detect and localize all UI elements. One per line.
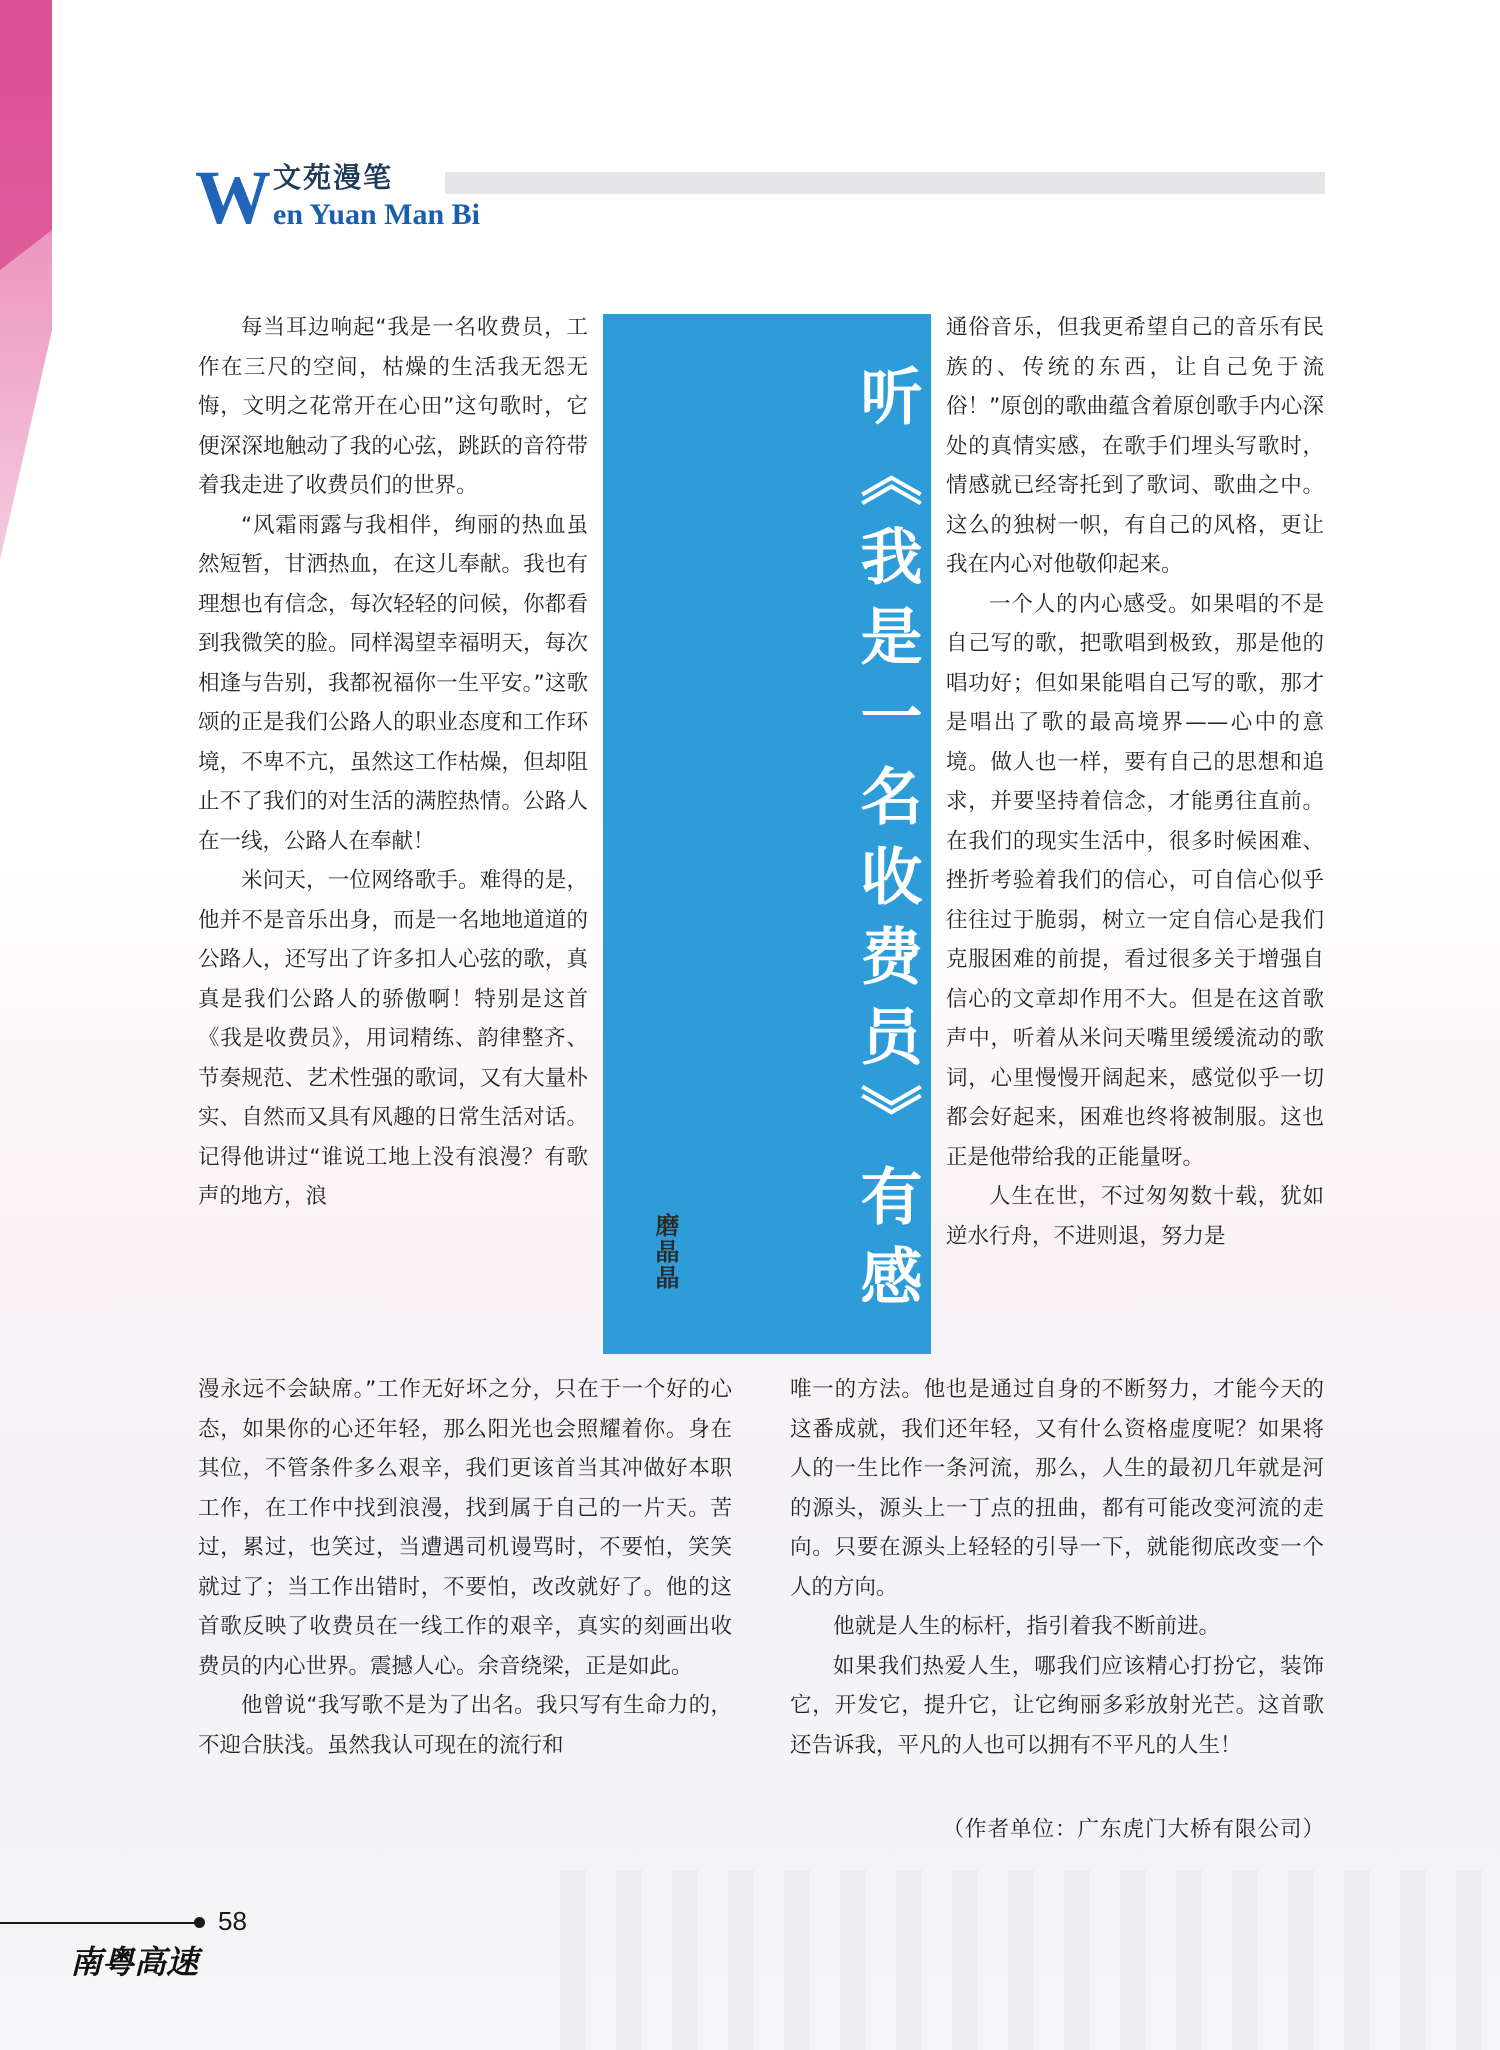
decorative-stripes (560, 1870, 1500, 2050)
title-box (603, 314, 931, 1354)
corner-decoration (0, 0, 70, 560)
paragraph: 一个人的内心感受。如果唱的不是自己写的歌，把歌唱到极致，那是他的唱功好；但如果能唱自己写的歌，那才是唱出了歌的最高境界——心中的意境。做人也一样，要有自己的思想和追求，并要坚持着信念，才能勇往直前。在我们的现实生活中，很多时候困难、挫折考验着我们的信心，可自信心似乎往往过于脆弱，树立一定自信心是我们克服困难的前提，看过很多关于增强自信心的文章却作用不大。但是在这首歌声中，听着从米问天嘴里缓缓流动的歌词，心里慢慢开阔起来，感觉似乎一切都会好起来，困难也终将被制服。这也正是他带给我的正能量呀。 (946, 591, 1324, 1170)
author-affiliation: （作者单位：广东虎门大桥有限公司） (942, 1817, 1325, 1842)
footer-rule (0, 1922, 200, 1924)
page-number: 58 (218, 1906, 247, 1936)
author-name: 磨晶晶 (651, 1213, 679, 1291)
footer-dot (194, 1917, 205, 1928)
magazine-logo: 南粤高速 (70, 1943, 199, 1981)
paragraph: 每当耳边响起“我是一名收费员，工作在三尺的空间，枯燥的生活我无怨无悔，文明之花常开在心田”这句歌时，它便深深地触动了我的心弦，跳跃的音符带着我走进了收费员们的世界。 (198, 315, 588, 498)
article-title-text: 听《我是一名收费员》有感 (850, 364, 923, 1324)
article-title (603, 354, 931, 1334)
paragraph: 他曾说“我写歌不是为了出名。我只写有生命力的，不迎合肤浅。虽然我认可现在的流行和 (198, 1693, 732, 1758)
paragraph: 通俗音乐，但我更希望自己的音乐有民族的、传统的东西，让自己免于流俗！”原创的歌曲蕴含着原创歌手内心深处的真情实感，在歌手们埋头写歌时，情感就已经寄托到了歌词、歌曲之中。这么的独树一帜，有自己的风格，更让我在内心对他敬仰起来。 (946, 315, 1324, 577)
section-title-cn: 文苑漫笔 (273, 161, 394, 194)
paragraph: “风霜雨露与我相伴，绚丽的热血虽然短暂，甘洒热血，在这儿奉献。我也有理想也有信念，每次轻轻的问候，你都看到我微笑的脸。同样渴望幸福明天，每次相逢与告别，我都祝福你一生平安。”这歌颂的正是我们公路人的职业态度和工作环境，不卑不亢，虽然这工作枯燥，但却阻止不了我们的对生活的满腔热情。公路人在一线，公路人在奉献！ (198, 512, 588, 854)
paragraph: 米问天，一位网络歌手。难得的是，他并不是音乐出身，而是一名地地道道的公路人，还写出了许多扣人心弦的歌，真真是我们公路人的骄傲啊！特别是这首《我是收费员》，用词精练、韵律整齐、节奏规范、艺术性强的歌词，又有大量朴实、自然而又具有风趣的日常生活对话。记得他讲过“谁说工地上没有浪漫？有歌声的地方，浪 (198, 868, 588, 1209)
paragraph: 他就是人生的标杆，指引着我不断前进。 (833, 1614, 1221, 1639)
article-column-bottom-left (198, 1370, 732, 1765)
article-column-right (946, 308, 1324, 1256)
paragraph: 漫永远不会缺席。”工作无好坏之分，只在于一个好的心态，如果你的心还年轻，那么阳光也会照耀着你。身在其位，不管条件多么艰辛，我们更该首当其冲做好本职工作，在工作中找到浪漫，找到属于自己的一片天。苦过，累过，也笑过，当遭遇司机谩骂时，不要怕，笑笑就过了；当工作出错时，不要怕，改改就好了。他的这首歌反映了收费员在一线工作的艰辛，真实的刻画出收费员的内心世界。震撼人心。余音绕梁，正是如此。 (198, 1377, 732, 1679)
section-initial: W (195, 156, 271, 240)
section-title-en: en Yuan Man Bi (273, 198, 481, 231)
section-header (195, 158, 1325, 238)
paragraph: 如果我们热爱人生，哪我们应该精心打扮它，装饰它，开发它，提升它，让它绚丽多彩放射光芒。这首歌还告诉我，平凡的人也可以拥有不平凡的人生！ (790, 1653, 1324, 1758)
paragraph: 唯一的方法。他也是通过自身的不断努力，才能今天的这番成就，我们还年轻，又有什么资格虚度呢？如果将人的一生比作一条河流，那么，人生的最初几年就是河的源头，源头上一丁点的扭曲，都有可能改变河流的走向。只要在源头上轻轻的引导一下，就能彻底改变一个人的方向。 (790, 1377, 1324, 1600)
article-column-left (198, 308, 588, 1217)
paragraph: 人生在世，不过匆匆数十载，犹如逆水行舟，不进则退，努力是 (946, 1184, 1324, 1249)
header-bar (445, 172, 1325, 194)
article-column-bottom-right (790, 1370, 1324, 1765)
